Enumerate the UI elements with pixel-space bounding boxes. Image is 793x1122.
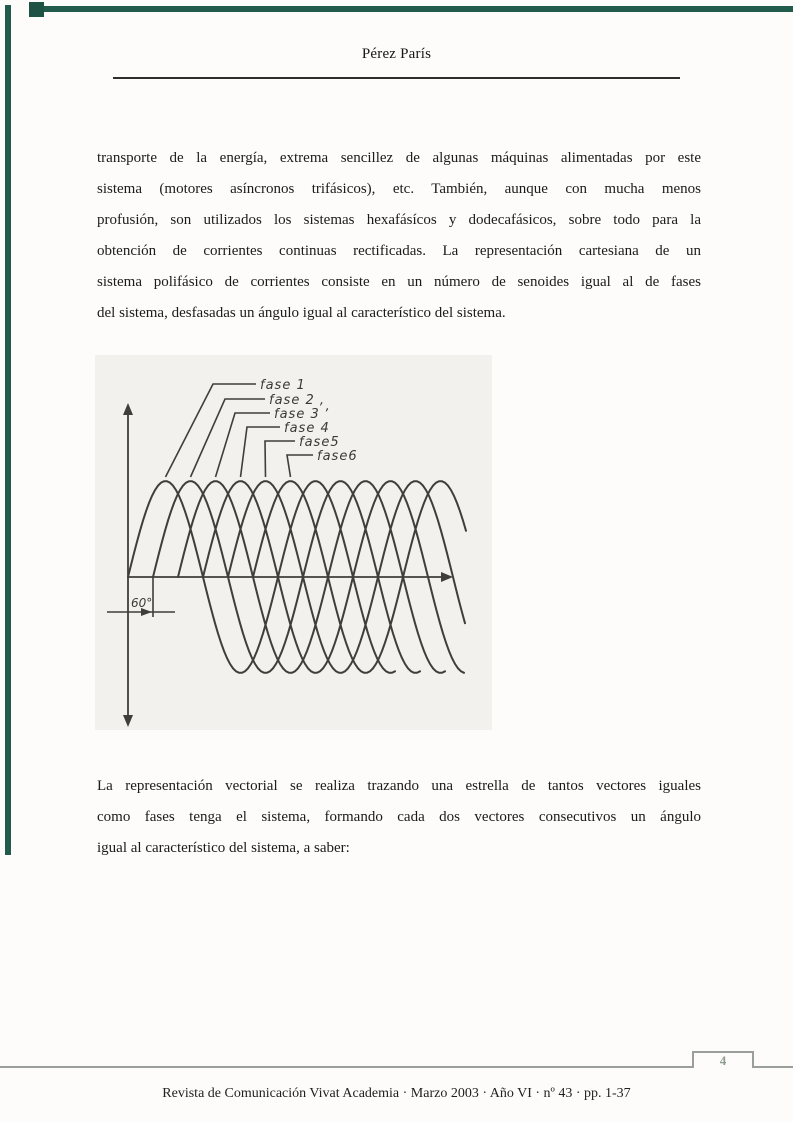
- wave-label: fase 2 ,: [269, 393, 325, 408]
- wave-label: fase 3 ʼ: [274, 407, 330, 422]
- footer-rule-right: [754, 1066, 793, 1068]
- footer-rule-left: [0, 1066, 692, 1068]
- phase-angle-label: 60°: [131, 596, 153, 610]
- paragraph-1-line: transporte de la energía, extrema sencillez de algunas máquinas alimentadas por este: [97, 150, 701, 166]
- paragraph-2-line: igual al característico del sistema, a saber:: [97, 840, 350, 856]
- wave-label: fase 4: [284, 421, 330, 436]
- paragraph-1-line: del sistema, desfasadas un ángulo igual al característico del sistema.: [97, 305, 506, 321]
- paragraph-2: [97, 771, 701, 864]
- paragraph-1-line: sistema (motores asíncronos trifásicos), etc. También, aunque con mucha menos: [97, 181, 701, 197]
- paragraph-1-line: profusión, son utilizados los sistemas hexafásícos y dodecafásicos, sobre todo para la: [97, 212, 701, 228]
- paragraph-1-line: obtención de corrientes continuas rectificadas. La representación cartesiana de un: [97, 243, 701, 259]
- paragraph-1: [97, 143, 701, 329]
- top-accent-bar: [44, 6, 793, 12]
- header-rule: [113, 77, 680, 79]
- paragraph-2-line: como fases tenga el sistema, formando cada dos vectores consecutivos un ángulo: [97, 809, 701, 825]
- wave-label: fase 1: [260, 378, 306, 393]
- running-header-author: Pérez París: [361, 46, 432, 62]
- sine-waves-plot: [95, 355, 492, 730]
- page-number-tab: [692, 1051, 754, 1068]
- page-number: 4: [719, 1052, 727, 1068]
- hexaphase-waveform-figure: [95, 355, 492, 730]
- footer-citation: Revista de Comunicación Vivat Academia · Marzo 2003 · Año VI · nº 43 · pp. 1-37: [162, 1086, 631, 1101]
- wave-label: fase6: [317, 449, 358, 464]
- left-accent-bar: [5, 5, 11, 855]
- wave-label: fase5: [299, 435, 340, 450]
- paragraph-1-line: sistema polifásico de corrientes consiste en un número de senoides igual al de fases: [97, 274, 701, 290]
- paragraph-2-line: La representación vectorial se realiza trazando una estrella de tantos vectores iguales: [97, 778, 701, 794]
- corner-accent-square: [29, 2, 44, 17]
